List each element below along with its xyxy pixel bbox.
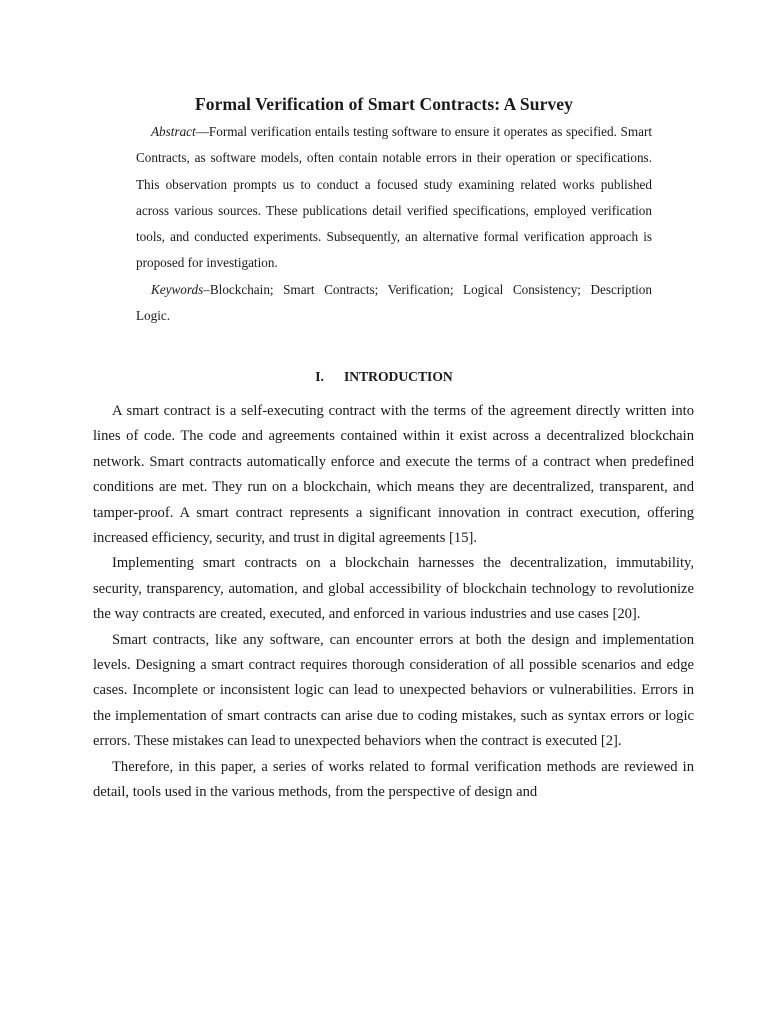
abstract-label: Abstract [151,124,196,139]
introduction-body [93,399,694,806]
paper-title: Formal Verification of Smart Contracts: A Survey [194,93,574,114]
body-paragraph-2: Implementing smart contracts on a blockchain harnesses the decentralization, immutability, security, transparency, automation, and global accessibility of blockchain technology to revolutionize the way contracts are created, executed, and enforced in various industries and use cases [20]. [93,555,694,623]
keywords-text: Blockchain; Smart Contracts; Verification; Logical Consistency; Description Logic. [136,281,652,324]
abstract-block [136,119,652,329]
abstract-text: Formal verification entails testing software to ensure it operates as specified. Smart Contracts, as software models, often contain notable errors in their operation or specifications. This observation prompts us to conduct a focused study examining related works published across various sources. These publications detail verified specifications, employed verification tools, and conducted experiments. Subsequently, an alternative formal verification approach is proposed for investigation. [136,124,652,271]
body-paragraph-4: Therefore, in this paper, a series of works related to formal verification methods are reviewed in detail, tools used in the various methods, from the perspective of design and [93,758,694,801]
section-heading-introduction [0,369,768,385]
keywords-label: Keywords [151,281,204,297]
section-title: INTRODUCTION [343,369,453,385]
keywords-paragraph [136,277,652,330]
body-paragraph-1: A smart contract is a self-executing contract with the terms of the agreement directly written into lines of code. The code and agreements contained within it exist across a decentralized blockchain network. Smart contracts automatically enforce and execute the terms of a contract when predefined conditions are met. They run on a blockchain, which means they are decentralized, transparent, and tamper-proof. A smart contract represents a significant innovation in contract execution, offering increased efficiency, security, and trust in digital agreements [15]. [93,403,694,547]
section-number: I. [315,369,324,385]
keywords-separator: – [203,281,210,297]
abstract-separator: — [195,124,209,139]
body-paragraph-3: Smart contracts, like any software, can encounter errors at both the design and implementation levels. Designing a smart contract requires thorough consideration of all possible scenarios and edge cases. Incomplete or inconsistent logic can lead to unexpected behaviors or vulnerabilities. Errors in the implementation of smart contracts can arise due to coding mistakes, such as syntax errors or logic errors. These mistakes can lead to unexpected behaviors when the contract is executed [2]. [93,631,694,750]
abstract-paragraph [136,119,652,277]
